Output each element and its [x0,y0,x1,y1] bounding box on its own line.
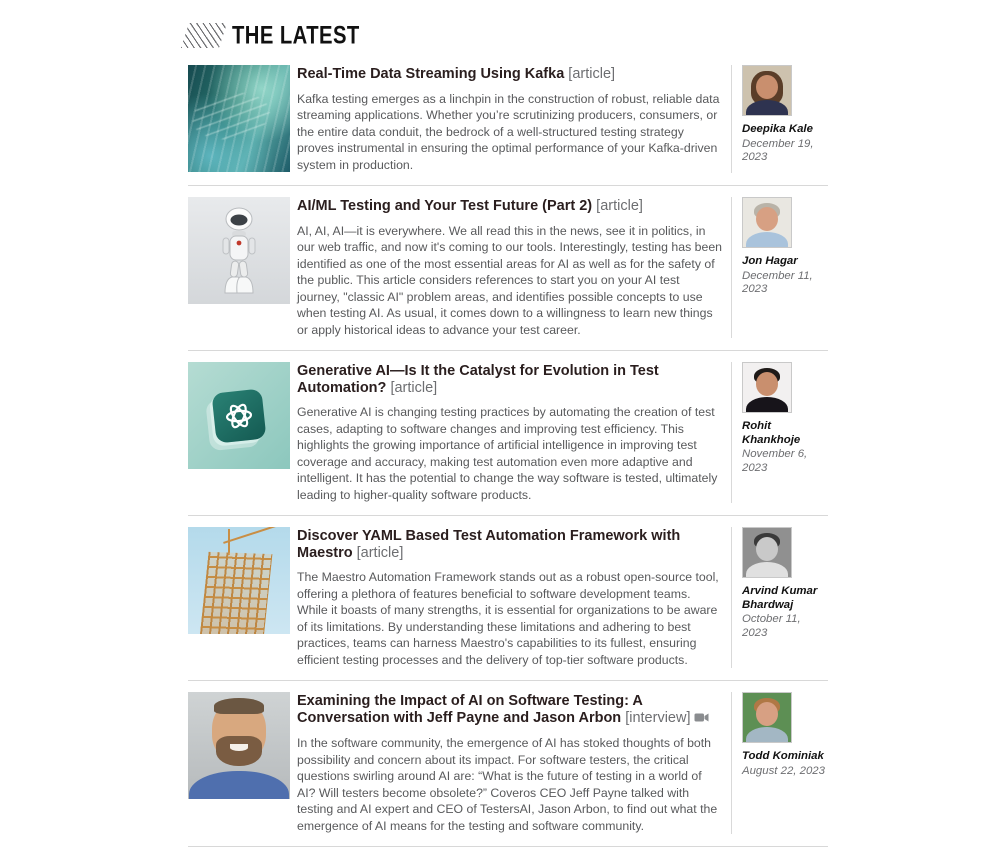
row-divider [188,350,828,351]
scaffolding-decoration [200,552,273,634]
portrait-beard [216,736,262,766]
avatar-body [746,232,788,248]
article-title-line [297,66,722,83]
openai-knot-icon [220,397,257,434]
avatar-head [756,75,778,99]
author-photo[interactable] [742,527,792,578]
article-thumbnail-jeff-payne[interactable] [188,692,290,799]
author-name-link[interactable]: Deepika Kale [742,123,813,135]
avatar-head [756,372,778,396]
article-summary: AI, AI, AI—it is everywhere. We all read this in the news, see it in politics, in our web traffic, and now it's coming to our tools. Interestingly, testing has been identified as one of the most essential areas for AI as well as for the safety of the public. This article considers references to start you on your AI test journey, "classic AI" problem areas, and identifies possible concepts to use when testing AI. As usual, it comes down to a willingness to learn new things or apply historical ideas to advance your test career. [297,223,722,337]
article-content [297,527,731,668]
article-summary: Generative AI is changing testing practices by automating the creation of test cases, adapting to software changes and improving test efficiency. This highlights the growing importance of artificial intelligence in improving test coverage and accuracy, making test automation even more adaptive and intelligent. It has the potential to change the way software is tested, ultimately leading to higher-quality software products. [297,405,718,502]
avatar-body [746,397,788,413]
author-name-link[interactable]: Rohit Khankhoje [742,420,801,446]
article-content [297,65,731,173]
publish-date: December 19, 2023 [742,137,814,163]
article-summary: The Maestro Automation Framework stands out as a robust open-source tool, offering a plethora of features beneficial to software development teams. While it boasts of many strengths, it is essential for organizations to be aware of its limitations. By understanding these limitations and adhering to best practices, teams can harness Maestro's capabilities to its fullest, ensuring efficient testing processes and the delivery of top-tier software products. [297,570,719,667]
light-streaks-decoration [189,88,273,144]
author-name-link[interactable]: Todd Kominiak [742,750,824,762]
section-title: THE LATEST [232,20,360,49]
author-photo[interactable] [742,197,792,248]
openai-logo-cube [212,388,267,443]
article-content [297,692,731,834]
portrait-shirt [189,771,289,799]
article-type-tag: [article] [568,66,616,82]
row-divider [188,515,828,516]
article-content [297,362,731,503]
article-title-link[interactable]: Discover YAML Based Test Automation Framework with Maestro [297,528,681,561]
article-row [188,65,828,173]
article-row [188,692,828,834]
avatar-head [756,702,778,726]
portrait-smile [230,744,248,751]
author-column [731,692,828,834]
article-type-tag: [article] [596,198,643,214]
avatar-head [756,537,778,561]
avatar-body [746,727,788,743]
article-row [188,362,828,503]
publish-date: December 11, 2023 [742,269,813,295]
article-title-link[interactable]: Real-Time Data Streaming Using Kafka [297,66,565,82]
author-name-link[interactable]: Arvind Kumar Bhardwaj [742,585,818,611]
article-title-link[interactable]: AI/ML Testing and Your Test Future (Part 2) [297,198,593,214]
article-title-line [297,198,722,215]
article-title-line [297,363,722,396]
author-column [731,65,828,173]
author-photo[interactable] [742,65,792,116]
row-divider [188,185,828,186]
author-photo[interactable] [742,692,792,743]
article-title-line [297,528,722,561]
publish-date: October 11, 2023 [742,613,801,639]
article-summary: Kafka testing emerges as a linchpin in the construction of robust, reliable data streaming applications. Whether you’re scrutinizing producers, consumers, or the entire data conduit, the bedrock of a well-structured testing strategy proves instrumental in ensuring the optimal performance of your Kafka-driven system in production. [297,91,720,172]
latest-section [185,22,828,847]
avatar-body [746,562,788,578]
author-photo[interactable] [742,362,792,413]
author-column [731,197,828,338]
crane-decoration [223,527,279,544]
author-column [731,362,828,503]
article-summary: In the software community, the emergence of AI has stoked thoughts of both possibility and concern about its impact. For software testers, the critical questions swirling around AI are: “What is the future of testing in a world of AI? Will testers become obsolete?” Coveros CEO Jeff Payne talked with testing and AI expert and CEO of TestersAI, Jason Arbon, to find out what the emergence of AI means for the testing and software community. [297,736,718,833]
video-camera-icon [694,711,709,728]
author-column [731,527,828,668]
article-type-tag: [interview] [625,709,691,726]
crane-mast-decoration [228,529,230,555]
article-type-tag: [article] [390,379,438,396]
article-thumbnail-construction[interactable] [188,527,290,634]
portrait-hair [214,698,264,714]
avatar-head [756,207,778,231]
article-type-tag: [article] [356,544,404,561]
article-row [188,197,828,338]
article-title-line [297,693,722,727]
article-row [188,527,828,668]
section-header [185,22,828,49]
publish-date: August 22, 2023 [742,764,825,777]
avatar-body [746,100,788,116]
diagonal-hatch-icon [181,23,227,48]
row-divider [188,680,828,681]
article-thumbnail-kafka-streams[interactable] [188,65,290,172]
article-thumbnail-openai[interactable] [188,362,290,469]
article-title-link[interactable]: Examining the Impact of AI on Software Testing: A Conversation with Jeff Payne and Jason Arbon [297,693,643,726]
article-thumbnail-robot[interactable] [188,197,290,304]
article-content [297,197,731,338]
robot-illustration [211,205,267,297]
article-title-link[interactable]: Generative AI—Is It the Catalyst for Evolution in Test Automation? [297,363,659,396]
publish-date: November 6, 2023 [742,448,808,474]
author-name-link[interactable]: Jon Hagar [742,255,798,267]
